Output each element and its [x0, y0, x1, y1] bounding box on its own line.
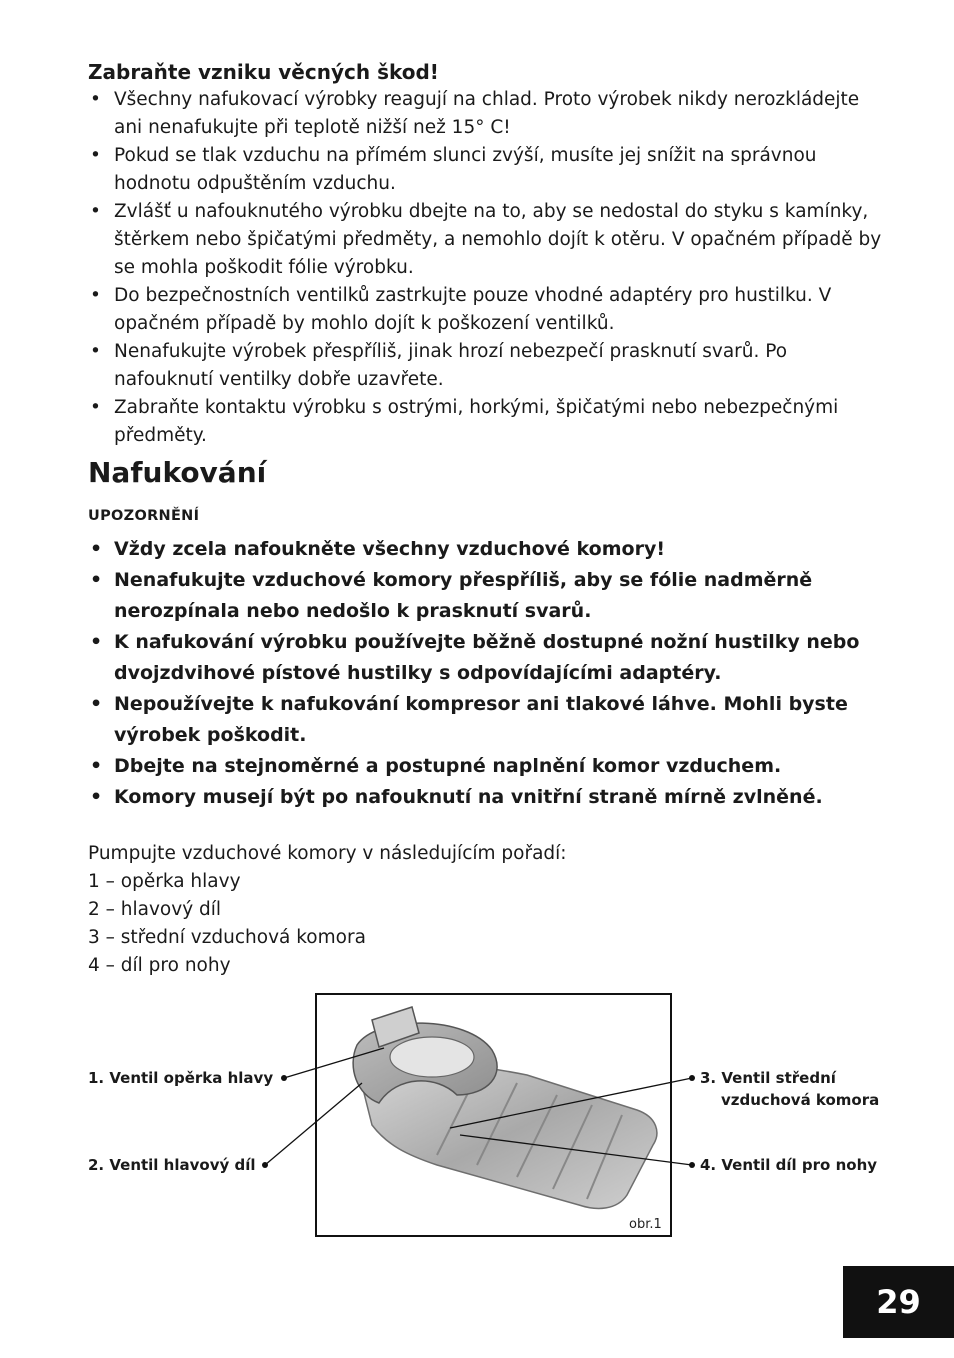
valve-3-label-line1: 3. Ventil střední: [700, 1069, 836, 1087]
leader-dot-2: [262, 1162, 268, 1168]
sequence-step: 2 – hlavový díl: [88, 899, 222, 920]
list-item: • Dbejte na stejnoměrné a postupné naplnění komor vzduchem.: [88, 751, 898, 782]
leader-line-4: [460, 1135, 692, 1165]
leader-line-1: [284, 1048, 384, 1078]
list-item: • Zvlášť u nafouknutého výrobku dbejte na to, aby se nedostal do styku s kamínky, štěrkem nebo špičatými předměty, a nemohlo dojít k otěru. V opačném případě by se mohla poškodit fólie výrobku.: [88, 198, 888, 282]
leader-dot-1: [281, 1075, 287, 1081]
leader-line-2: [265, 1083, 362, 1165]
valve-3-label: [700, 1067, 879, 1111]
list-item: • Do bezpečnostních ventilků zastrkujte pouze vhodné adaptéry pro hustilku. V opačném případě by mohlo dojít k poškození ventilků.: [88, 282, 888, 338]
list-item: • Komory musejí být po nafouknutí na vnitřní straně mírně zvlněné.: [88, 782, 898, 813]
leader-dot-4: [689, 1162, 695, 1168]
leader-line-3: [450, 1078, 692, 1128]
list-item: • Nenafukujte výrobek přespříliš, jinak hrozí nebezpečí prasknutí svarů. Po nafouknutí ventilky dobře uzavřete.: [88, 338, 888, 394]
list-item: • K nafukování výrobku používejte běžně dostupné nožní hustilky nebo dvojzdvihové pístové hustilky s odpovídajícími adaptéry.: [88, 627, 898, 689]
sequence-step: 1 – opěrka hlavy: [88, 871, 241, 892]
warning-label: UPOZORNĚNÍ: [88, 508, 200, 524]
damage-heading: Zabraňte vzniku věcných škod!: [88, 60, 439, 84]
list-item: • Pokud se tlak vzduchu na přímém slunci zvýší, musíte jej snížit na správnou hodnotu odpuštěním vzduchu.: [88, 142, 888, 198]
valve-2-label: 2. Ventil hlavový díl: [88, 1156, 256, 1174]
list-item: • Nepoužívejte k nafukování kompresor ani tlakové láhve. Mohli byste výrobek poškodit.: [88, 689, 898, 751]
inflation-heading: Nafukování: [88, 456, 267, 489]
sequence-step: 4 – díl pro nohy: [88, 955, 231, 976]
leader-dot-3: [689, 1075, 695, 1081]
page-number: 29: [843, 1266, 954, 1338]
valve-1-label: 1. Ventil opěrka hlavy: [88, 1069, 274, 1087]
sequence-step: 3 – střední vzduchová komora: [88, 927, 366, 948]
valve-4-label: 4. Ventil díl pro nohy: [700, 1156, 878, 1174]
list-item: • Nenafukujte vzduchové komory přespříliš, aby se fólie nadměrně nerozpínala nebo nedošlo k prasknutí svarů.: [88, 565, 898, 627]
list-item: • Vždy zcela nafoukněte všechny vzduchové komory!: [88, 534, 898, 565]
list-item: • Zabraňte kontaktu výrobku s ostrými, horkými, špičatými nebo nebezpečnými předměty.: [88, 394, 888, 450]
list-item: • Všechny nafukovací výrobky reagují na chlad. Proto výrobek nikdy nerozkládejte ani nenafukujte při teplotě nižší než 15° C!: [88, 86, 888, 142]
sequence-intro: Pumpujte vzduchové komory v následujícím pořadí:: [88, 843, 567, 864]
figure-caption: obr.1: [629, 1217, 662, 1232]
valve-3-label-line2: vzduchová komora: [721, 1091, 880, 1109]
